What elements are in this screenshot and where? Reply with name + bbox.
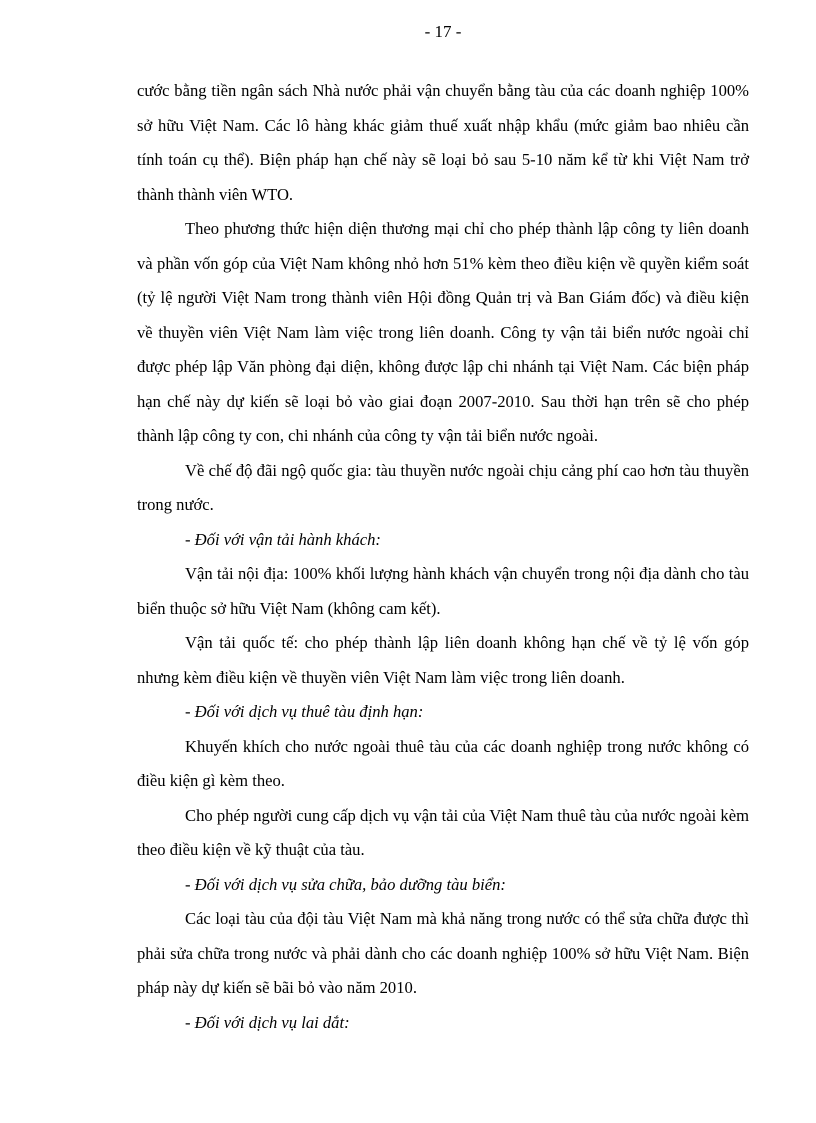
- document-body: [137, 74, 749, 1040]
- section-heading: - Đối với dịch vụ lai dắt:: [185, 1012, 350, 1032]
- paragraph: Các loại tàu của đội tàu Việt Nam mà khả năng trong nước có thể sửa chữa được thì phải sửa chữa trong nước và phải dành cho các doanh nghiệp 100% sở hữu Việt Nam. Biện pháp này dự kiến sẽ bãi bỏ vào năm 2010.: [137, 909, 749, 997]
- paragraph: Vận tải quốc tế: cho phép thành lập liên doanh không hạn chế về tỷ lệ vốn góp nhưng kèm điều kiện về thuyền viên Việt Nam làm việc trong liên doanh.: [137, 633, 749, 687]
- section-heading: - Đối với dịch vụ sửa chữa, bảo dưỡng tàu biển:: [185, 874, 506, 894]
- section-heading: - Đối với dịch vụ thuê tàu định hạn:: [185, 702, 424, 721]
- paragraph: Cho phép người cung cấp dịch vụ vận tải của Việt Nam thuê tàu của nước ngoài kèm theo điều kiện về kỹ thuật của tàu.: [137, 805, 749, 859]
- section-heading: - Đối với vận tải hành khách:: [185, 529, 381, 549]
- paragraph: Vận tải nội địa: 100% khối lượng hành khách vận chuyển trong nội địa dành cho tàu biển thuộc sở hữu Việt Nam (không cam kết).: [137, 564, 749, 618]
- paragraph: Theo phương thức hiện diện thương mại chỉ cho phép thành lập công ty liên doanh và phần vốn góp của Việt Nam không nhỏ hơn 51% kèm theo điều kiện về quyền kiểm soát (tỷ lệ người Việt Nam trong thành viên Hội đồng Quản trị và Ban Giám đốc) và điều kiện về thuyền viên Việt Nam làm việc trong liên doanh. Công ty vận tải biển nước ngoài chỉ được phép lập Văn phòng đại diện, không được lập chi nhánh tại Việt Nam. Các biện pháp hạn chế này dự kiến sẽ loại bỏ vào giai đoạn 2007-2010. Sau thời hạn trên sẽ cho phép thành lập công ty con, chi nhánh của công ty vận tải biển nước ngoài.: [137, 219, 749, 445]
- paragraph: Khuyến khích cho nước ngoài thuê tàu của các doanh nghiệp trong nước không có điều kiện gì kèm theo.: [137, 736, 749, 790]
- page-number: - 17 -: [424, 22, 462, 41]
- document-page: [137, 0, 749, 1123]
- paragraph: cước bằng tiền ngân sách Nhà nước phải vận chuyển bằng tàu của các doanh nghiệp 100% sở hữu Việt Nam. Các lô hàng khác giảm thuế xuất nhập khẩu (mức giảm bao nhiêu cần tính toán cụ thể). Biện pháp hạn chế này sẽ loại bỏ sau 5-10 năm kể từ khi Việt Nam trở thành thành viên WTO.: [137, 81, 749, 204]
- paragraph: Về chế độ đãi ngộ quốc gia: tàu thuyền nước ngoài chịu cảng phí cao hơn tàu thuyền trong nước.: [137, 460, 749, 514]
